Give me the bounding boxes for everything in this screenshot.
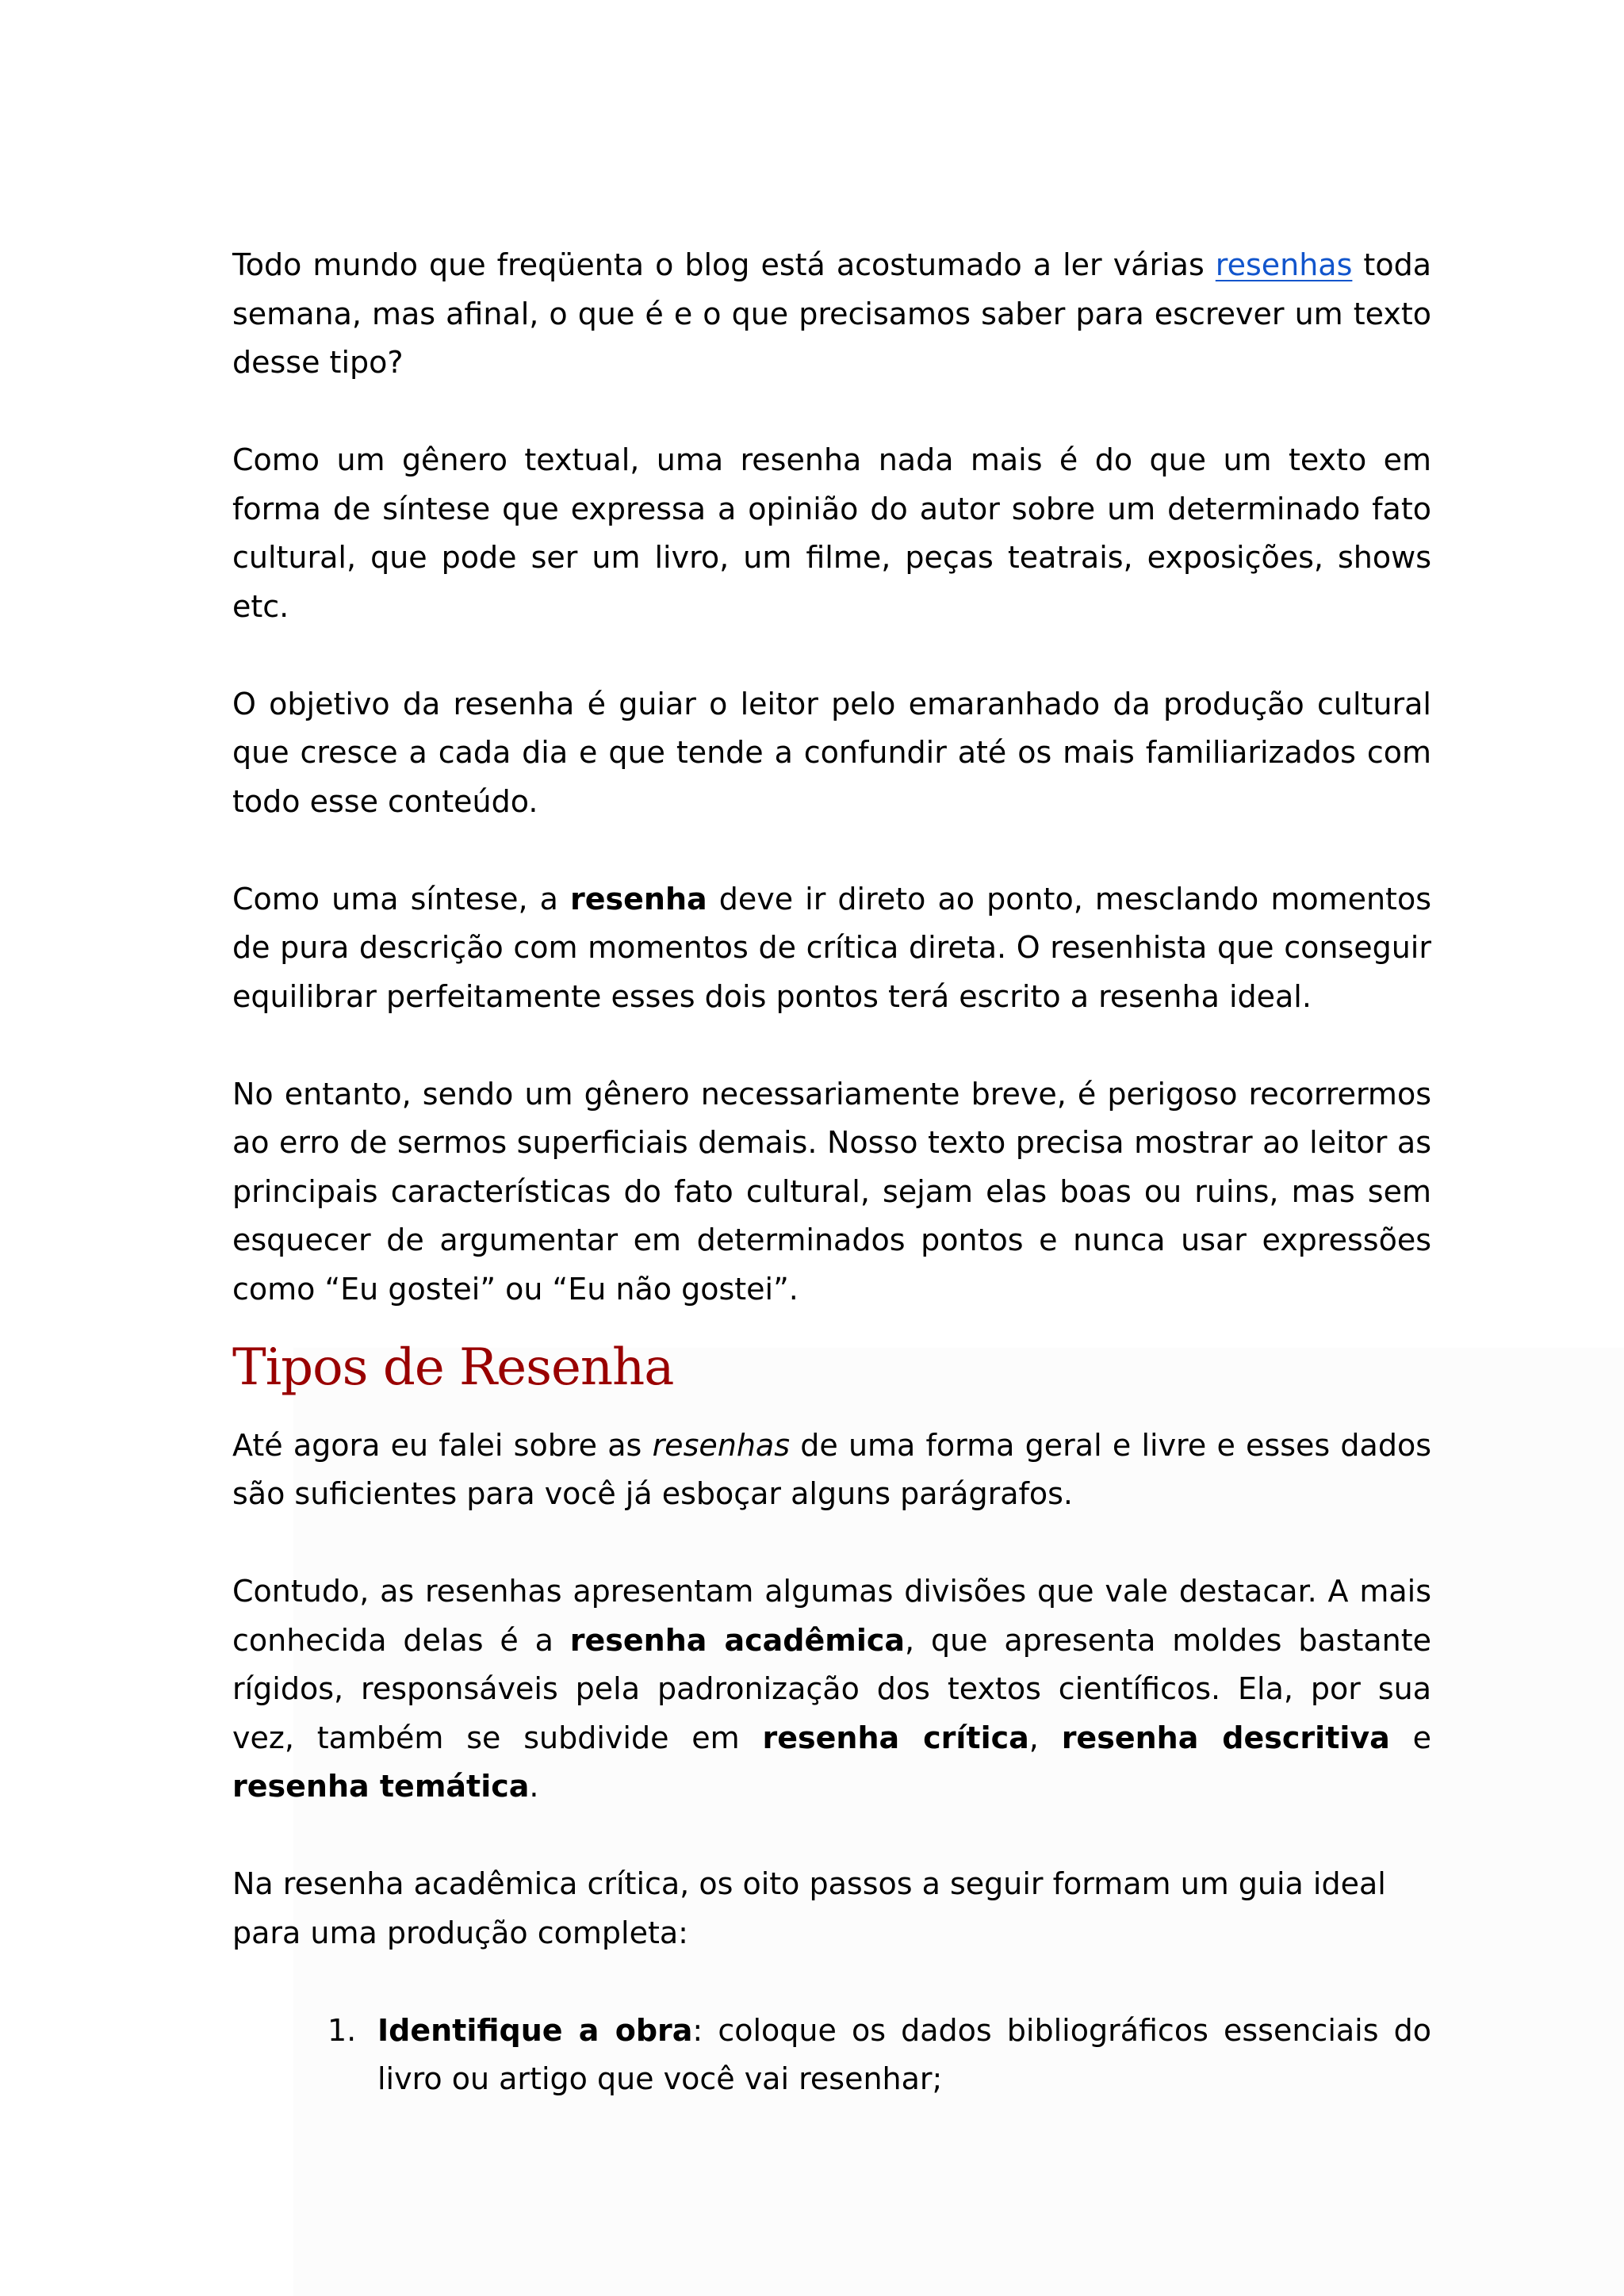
document-body — [232, 241, 1431, 2104]
divisions-text-1: Contudo, as resenhas apresentam algumas divisões que vale destacar. A mais conhecida delas é a — [232, 1574, 1431, 1658]
paragraph-general-text-after: de uma forma geral e livre e esses dados são suficientes para você já esboçar alguns parágrafos. — [232, 1427, 1431, 1511]
steps-list — [232, 2007, 1431, 2104]
paragraph-objective: O objetivo da resenha é guiar o leitor pelo emaranhado da produção cultural que cresce a cada dia e que tende a confundir até os mais familiarizados com todo esse conteúdo. — [232, 686, 1431, 819]
list-item-bold: Identifique a obra — [377, 2012, 693, 2048]
divisions-text-2: , que apresenta moldes bastante rígidos, responsáveis pela padronização dos textos científicos. Ela, por sua vez, também se subdivide em — [232, 1622, 1431, 1755]
resenha-descritiva-bold: resenha descritiva — [1061, 1720, 1390, 1755]
list-item-number: 1. — [327, 2012, 357, 2048]
resenha-academica-bold: resenha acadêmica — [569, 1622, 906, 1658]
divisions-text-4: e — [1389, 1720, 1431, 1755]
divisions-text-5: . — [529, 1769, 539, 1804]
paragraph-general-text-before: Até agora eu falei sobre as — [232, 1427, 653, 1463]
paragraph-synthesis-text-before: Como uma síntese, a — [232, 881, 570, 916]
paragraph-definition: Como um gênero textual, uma resenha nada mais é do que um texto em forma de síntese que expressa a opinião do autor sobre um determinado fato cultural, que pode ser um livro, um filme, peças teatrais, exposições, shows etc. — [232, 442, 1431, 624]
resenha-bold: resenha — [570, 881, 707, 916]
list-item-text: : coloque os dados bibliográficos essenciais do livro ou artigo que você vai resenhar; — [377, 2012, 1431, 2096]
list-item — [232, 2007, 1431, 2104]
resenhas-italic: resenhas — [652, 1427, 790, 1463]
resenhas-link[interactable]: resenhas — [1215, 247, 1353, 282]
paragraph-intro-text-before: Todo mundo que freqüenta o blog está acostumado a ler várias — [232, 247, 1216, 282]
resenha-critica-bold: resenha crítica — [762, 1720, 1029, 1755]
divisions-text-3: , — [1028, 1720, 1062, 1755]
paragraph-intro-text-after: toda semana, mas afinal, o que é e o que precisamos saber para escrever um texto desse tipo? — [232, 247, 1431, 380]
paragraph-intro — [232, 241, 1431, 388]
paragraph-synthesis — [232, 875, 1431, 1022]
section-heading-tipos: Tipos de Resenha — [232, 1337, 674, 1397]
paragraph-caution: No entanto, sendo um gênero necessariamente breve, é perigoso recorrermos ao erro de sermos superficiais demais. Nosso texto precisa mostrar ao leitor as principais características do fato cultural, sejam elas boas ou ruins, mas sem esquecer de argumentar em determinados pontos e nunca usar expressões como “Eu gostei” ou “Eu não gostei”. — [232, 1076, 1431, 1307]
paragraph-synthesis-text-after: deve ir direto ao ponto, mesclando momentos de pura descrição com momentos de crítica direta. O resenhista que conseguir equilibrar perfeitamente esses dois pontos terá escrito a resenha ideal. — [232, 881, 1432, 1014]
paragraph-general — [232, 1422, 1431, 1519]
paragraph-divisions — [232, 1567, 1431, 1812]
resenha-tematica-bold: resenha temática — [232, 1769, 530, 1804]
paragraph-steps-intro: Na resenha acadêmica crítica, os oito passos a seguir formam um guia ideal para uma produção completa: — [232, 1866, 1386, 1950]
